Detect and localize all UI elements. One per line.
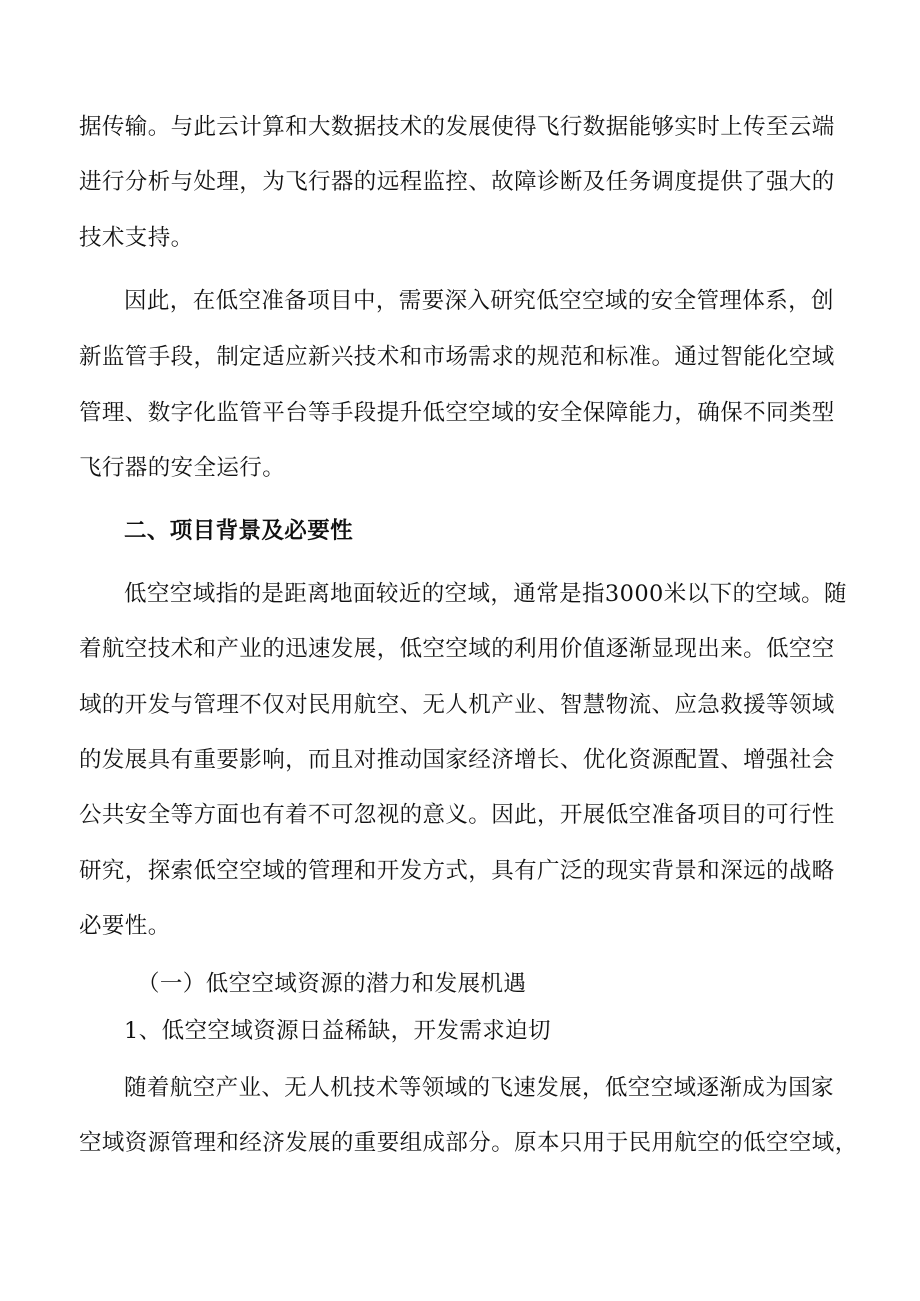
paragraph-4-line-2: 空域资源管理和经济发展的重要组成部分。原本只用于民用航空的低空空域， xyxy=(79,1130,858,1156)
paragraph-1-line-1: 据传输。与此云计算和大数据技术的发展使得飞行数据能够实时上传至云端 xyxy=(79,114,835,140)
paragraph-3-line-3: 域的开发与管理不仅对民用航空、无人机产业、智慧物流、应急救援等领域 xyxy=(79,692,835,718)
paragraph-3-line-7: 必要性。 xyxy=(79,913,171,939)
paragraph-4-line-1: 随着航空产业、无人机技术等领域的飞速发展，低空空域逐渐成为国家 xyxy=(124,1075,834,1101)
paragraph-1-line-2: 进行分析与处理，为飞行器的远程监控、故障诊断及任务调度提供了强大的 xyxy=(79,169,835,195)
subsection-heading: （一）低空空域资源的潜力和发展机遇 xyxy=(137,971,527,997)
paragraph-3-line-4: 的发展具有重要影响，而且对推动国家经济增长、优化资源配置、增强社会 xyxy=(79,747,835,773)
section-heading: 二、项目背景及必要性 xyxy=(124,518,354,544)
paragraph-2-line-2: 新监管手段，制定适应新兴技术和市场需求的规范和标准。通过智能化空域 xyxy=(79,344,835,370)
paragraph-3-line-1: 低空空域指的是距离地面较近的空域，通常是指3000米以下的空域。随 xyxy=(124,581,847,607)
paragraph-3-line-5: 公共安全等方面也有着不可忽视的意义。因此，开展低空准备项目的可行性 xyxy=(79,802,835,828)
paragraph-2-line-4: 飞行器的安全运行。 xyxy=(79,455,286,481)
paragraph-2-line-3: 管理、数字化监管平台等手段提升低空空域的安全保障能力，确保不同类型 xyxy=(79,400,835,426)
paragraph-3-line-2: 着航空技术和产业的迅速发展，低空空域的利用价值逐渐显现出来。低空空 xyxy=(79,636,835,662)
paragraph-1-line-3: 技术支持。 xyxy=(79,225,194,251)
paragraph-3-line-6: 研究，探索低空空域的管理和开发方式，具有广泛的现实背景和深远的战略 xyxy=(79,858,835,884)
item-heading: 1、低空空域资源日益稀缺，开发需求迫切 xyxy=(124,1018,551,1044)
paragraph-2-line-1: 因此，在低空准备项目中，需要深入研究低空空域的安全管理体系，创 xyxy=(124,288,834,314)
